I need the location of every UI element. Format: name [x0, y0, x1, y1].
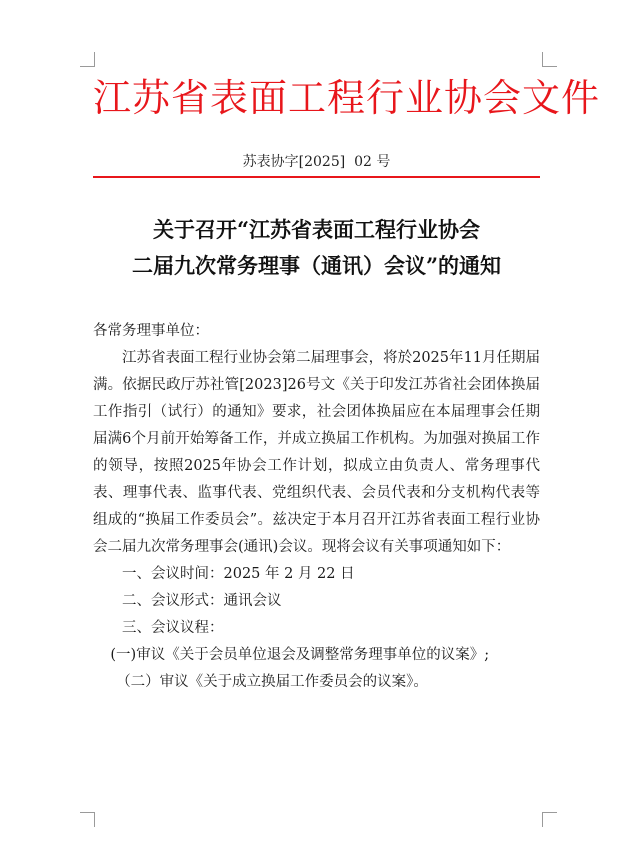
notice-title	[93, 212, 540, 284]
salutation: 各常务理事单位：	[93, 323, 209, 339]
agenda-item-format: 二、会议形式：通讯会议	[122, 593, 282, 609]
main-paragraph: 江苏省表面工程行业协会第二届理事会，将於2025年11月任期届满。依据民政厅苏社管[2023]26号文《关于印发江苏省社会团体换届工作指引（试行）的通知》要求，社会团体换届应在本届理事会任期届满6个月前开始筹备工作，并成立换届工作机构。为加强对换届工作的领导，按照2025年协会工作计划，拟成立由负责人、常务理事代表、理事代表、监事代表、党组织代表、会员代表和分支机构代表等组成的“换届工作委员会”。兹决定于本月召开江苏省表面工程行业协会二届九次常务理事会(通讯)会议。现将会议有关事项通知如下：	[93, 350, 540, 555]
notice-title-line-1: 关于召开“江苏省表面工程行业协会	[152, 217, 481, 242]
notice-title-line-2: 二届九次常务理事（通讯）会议”的通知	[131, 253, 502, 278]
organization-header-title: 江苏省表面工程行业协会文件	[93, 76, 601, 120]
header-red-rule	[93, 176, 540, 178]
agenda-subitem-1: (一)审议《关于会员单位退会及调整常务理事单位的议案》;	[110, 647, 490, 663]
page-corner-mark-bottom-right	[542, 812, 557, 827]
notice-body	[93, 318, 540, 696]
page-corner-mark-top-right	[542, 52, 557, 67]
agenda-subitem-2: （二）审议《关于成立换届工作委员会的议案》。	[116, 674, 428, 690]
agenda-item-time: 一、会议时间：2025 年 2 月 22 日	[122, 566, 355, 582]
page-corner-mark-bottom-left	[80, 812, 95, 827]
agenda-item-agenda: 三、会议议程：	[122, 620, 224, 636]
document-number: 苏表协字[2025] 02 号	[242, 154, 391, 170]
page-corner-mark-top-left	[80, 52, 95, 67]
